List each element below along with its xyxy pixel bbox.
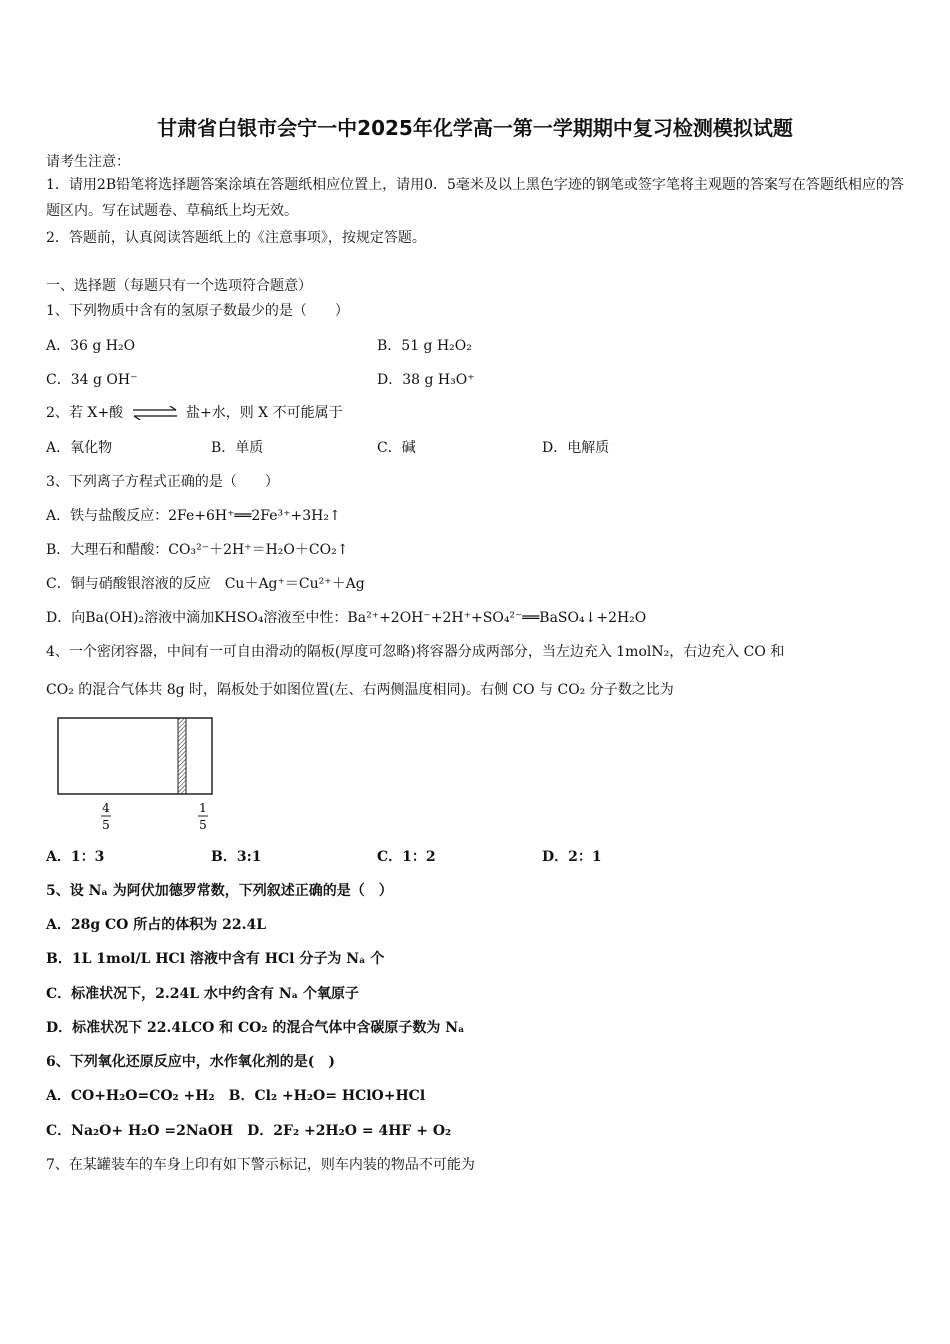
page-title: 甘肃省白银市会宁一中2025年化学高一第一学期期中复习检测模拟试题 bbox=[157, 116, 793, 140]
q5-option-c: C．标准状况下，2.24L 水中约含有 Nₐ 个氧原子 bbox=[46, 986, 360, 1002]
question-6-stem: 6、下列氧化还原反应中，水作氧化剂的是( ) bbox=[46, 1054, 335, 1070]
q4-option-d: D．2：1 bbox=[542, 849, 602, 865]
question-2-stem bbox=[46, 403, 343, 423]
notice-item-1: 1．请用2B铅笔将选择题答案涂填在答题纸相应位置上，请用0．5毫米及以上黑色字迹的钢笔或签字笔将主观题的答案写在答题纸相应的答题区内。写在试题卷、草稿纸上均无效。 bbox=[46, 177, 904, 219]
left-fraction-numerator: 4 bbox=[102, 801, 110, 815]
q2-option-c: C．碱 bbox=[377, 440, 416, 456]
q1-option-c: C．34 g OH⁻ bbox=[46, 372, 138, 388]
container-box bbox=[58, 718, 212, 794]
q2-stem-pre: 2、若 X+酸 bbox=[46, 405, 124, 421]
notice-heading: 请考生注意： bbox=[46, 154, 130, 170]
question-4-stem-line-2: CO₂ 的混合气体共 8g 时，隔板处于如图位置(左、右两侧温度相同)。右侧 CO 与 CO₂ 分子数之比为 bbox=[46, 682, 674, 698]
right-fraction-numerator: 1 bbox=[199, 801, 207, 815]
q4-option-c: C．1：2 bbox=[377, 849, 436, 865]
q5-option-a: A．28g CO 所占的体积为 22.4L bbox=[46, 917, 267, 933]
container-partition-figure bbox=[50, 708, 230, 836]
q4-option-b: B．3:1 bbox=[211, 849, 262, 865]
q1-option-d: D．38 g H₃O⁺ bbox=[377, 372, 475, 388]
question-3-stem: 3、下列离子方程式正确的是（ ） bbox=[46, 474, 279, 490]
question-5-stem: 5、设 Nₐ 为阿伏加德罗常数，下列叙述正确的是（ ） bbox=[46, 883, 393, 899]
q5-option-b: B．1L 1mol/L HCl 溶液中含有 HCl 分子为 Nₐ 个 bbox=[46, 951, 385, 967]
q3-option-b: B．大理石和醋酸：CO₃²⁻＋2H⁺＝H₂O＋CO₂↑ bbox=[46, 542, 349, 558]
question-1-stem: 1、下列物质中含有的氢原子数最少的是（ ） bbox=[46, 303, 349, 319]
q3-option-d: D．向Ba(OH)₂溶液中滴加KHSO₄溶液至中性：Ba²⁺+2OH⁻+2H⁺+SO₄²⁻══BaSO₄↓+2H₂O bbox=[46, 610, 647, 626]
q2-option-b: B．单质 bbox=[211, 440, 264, 456]
q2-option-a: A．氧化物 bbox=[46, 440, 113, 456]
q3-option-a: A．铁与盐酸反应：2Fe+6H⁺══2Fe³⁺+3H₂↑ bbox=[46, 508, 341, 524]
notice-item-2: 2．答题前，认真阅读答题纸上的《注意事项》，按规定答题。 bbox=[46, 230, 426, 246]
question-7-stem: 7、在某罐装车的车身上印有如下警示标记，则车内装的物品不可能为 bbox=[46, 1157, 475, 1173]
section-heading: 一、选择题（每题只有一个选项符合题意） bbox=[46, 278, 312, 294]
q6-options-ab: A．CO+H₂O=CO₂ +H₂ B．Cl₂ +H₂O= HClO+HCl bbox=[46, 1088, 426, 1104]
equilibrium-arrow-icon bbox=[132, 406, 178, 420]
q1-option-a: A．36 g H₂O bbox=[46, 338, 136, 354]
q1-option-b: B．51 g H₂O₂ bbox=[377, 338, 472, 354]
q2-option-d: D．电解质 bbox=[542, 440, 610, 456]
question-4-stem-line-1: 4、一个密闭容器，中间有一可自由滑动的隔板(厚度可忽略)将容器分成两部分，当左边充入 1molN₂，右边充入 CO 和 bbox=[46, 644, 785, 660]
q2-stem-post: 盐+水，则 X 不可能属于 bbox=[185, 405, 343, 421]
q5-option-d: D．标准状况下 22.4LCO 和 CO₂ 的混合气体中含碳原子数为 Nₐ bbox=[46, 1020, 465, 1036]
q3-option-c: C．铜与硝酸银溶液的反应 Cu＋Ag⁺＝Cu²⁺＋Ag bbox=[46, 576, 365, 592]
left-fraction-denominator: 5 bbox=[102, 818, 110, 832]
q6-options-cd: C．Na₂O+ H₂O =2NaOH D．2F₂ +2H₂O = 4HF + O₂ bbox=[46, 1123, 452, 1139]
right-fraction-denominator: 5 bbox=[199, 818, 207, 832]
q4-option-a: A．1：3 bbox=[46, 849, 105, 865]
sliding-partition bbox=[178, 718, 186, 794]
